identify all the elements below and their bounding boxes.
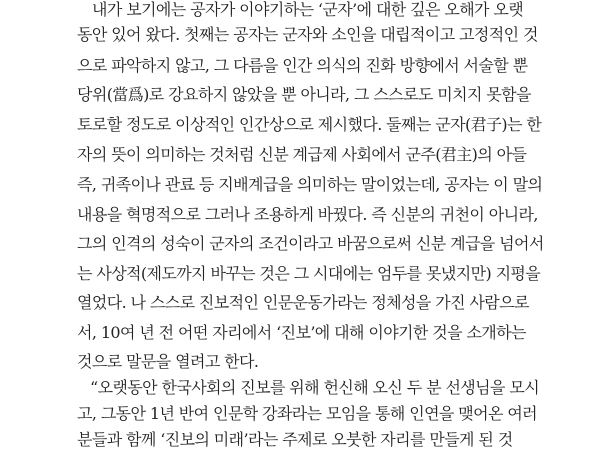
text-line: 것으로 말문을 열려고 한다. (77, 352, 259, 371)
text-line: 으로 파악하지 않고, 그 다름을 인간 의식의 진화 방향에서 서술할 뿐 (77, 56, 528, 75)
text-line: 내용을 혁명적으로 그러나 조용하게 바꿨다. 즉 신분의 귀천이 아니라, (77, 205, 538, 224)
text-line: 내가 보기에는 공자가 이야기하는 ‘군자’에 대한 깊은 오해가 오랫 (92, 0, 524, 19)
text-line: 그의 인격의 성숙이 군자의 조건이라고 바꿈으로써 신분 계급을 넘어서 (77, 234, 544, 253)
text-line: 자의 뜻이 의미하는 것처럼 신분 계급제 사회에서 군주(君主)의 아들 (77, 145, 527, 164)
text-line: 는 사상적(제도까지 바꾸는 것은 그 시대에는 엄두를 못냈지만) 지평을 (77, 264, 541, 283)
text-line: 즉, 귀족이나 관료 등 지배계급을 의미하는 말이었는데, 공자는 이 말의 (77, 175, 543, 194)
text-line: 분들과 함께 ‘진보의 미래’라는 주제로 오붓한 자리를 만들게 된 것 (77, 430, 513, 449)
text-line: 고, 그동안 1년 반여 인문학 강좌라는 모임을 통해 인연을 맺어온 여러 (77, 404, 538, 423)
text-line: 동안 있어 왔다. 첫째는 공자는 군자와 소인을 대립적이고 고정적인 것 (77, 25, 538, 44)
text-line: 서, 10여 년 전 어떤 자리에서 ‘진보’에 대해 이야기한 것을 소개하는 (77, 323, 526, 342)
text-line: 열었다. 나 스스로 진보적인 인문운동가라는 정체성을 가진 사람으로 (77, 293, 529, 312)
text-line: 토로할 정도로 이상적인 인간상으로 제시했다. 둘째는 군자(君子)는 한 (77, 115, 542, 134)
text-line: “오랫동안 한국사회의 진보를 위해 헌신해 오신 두 분 선생님을 모시 (90, 378, 540, 397)
text-line: 당위(當爲)로 강요하지 않았을 뿐 아니라, 그 스스로도 미치지 못함을 (77, 85, 531, 104)
